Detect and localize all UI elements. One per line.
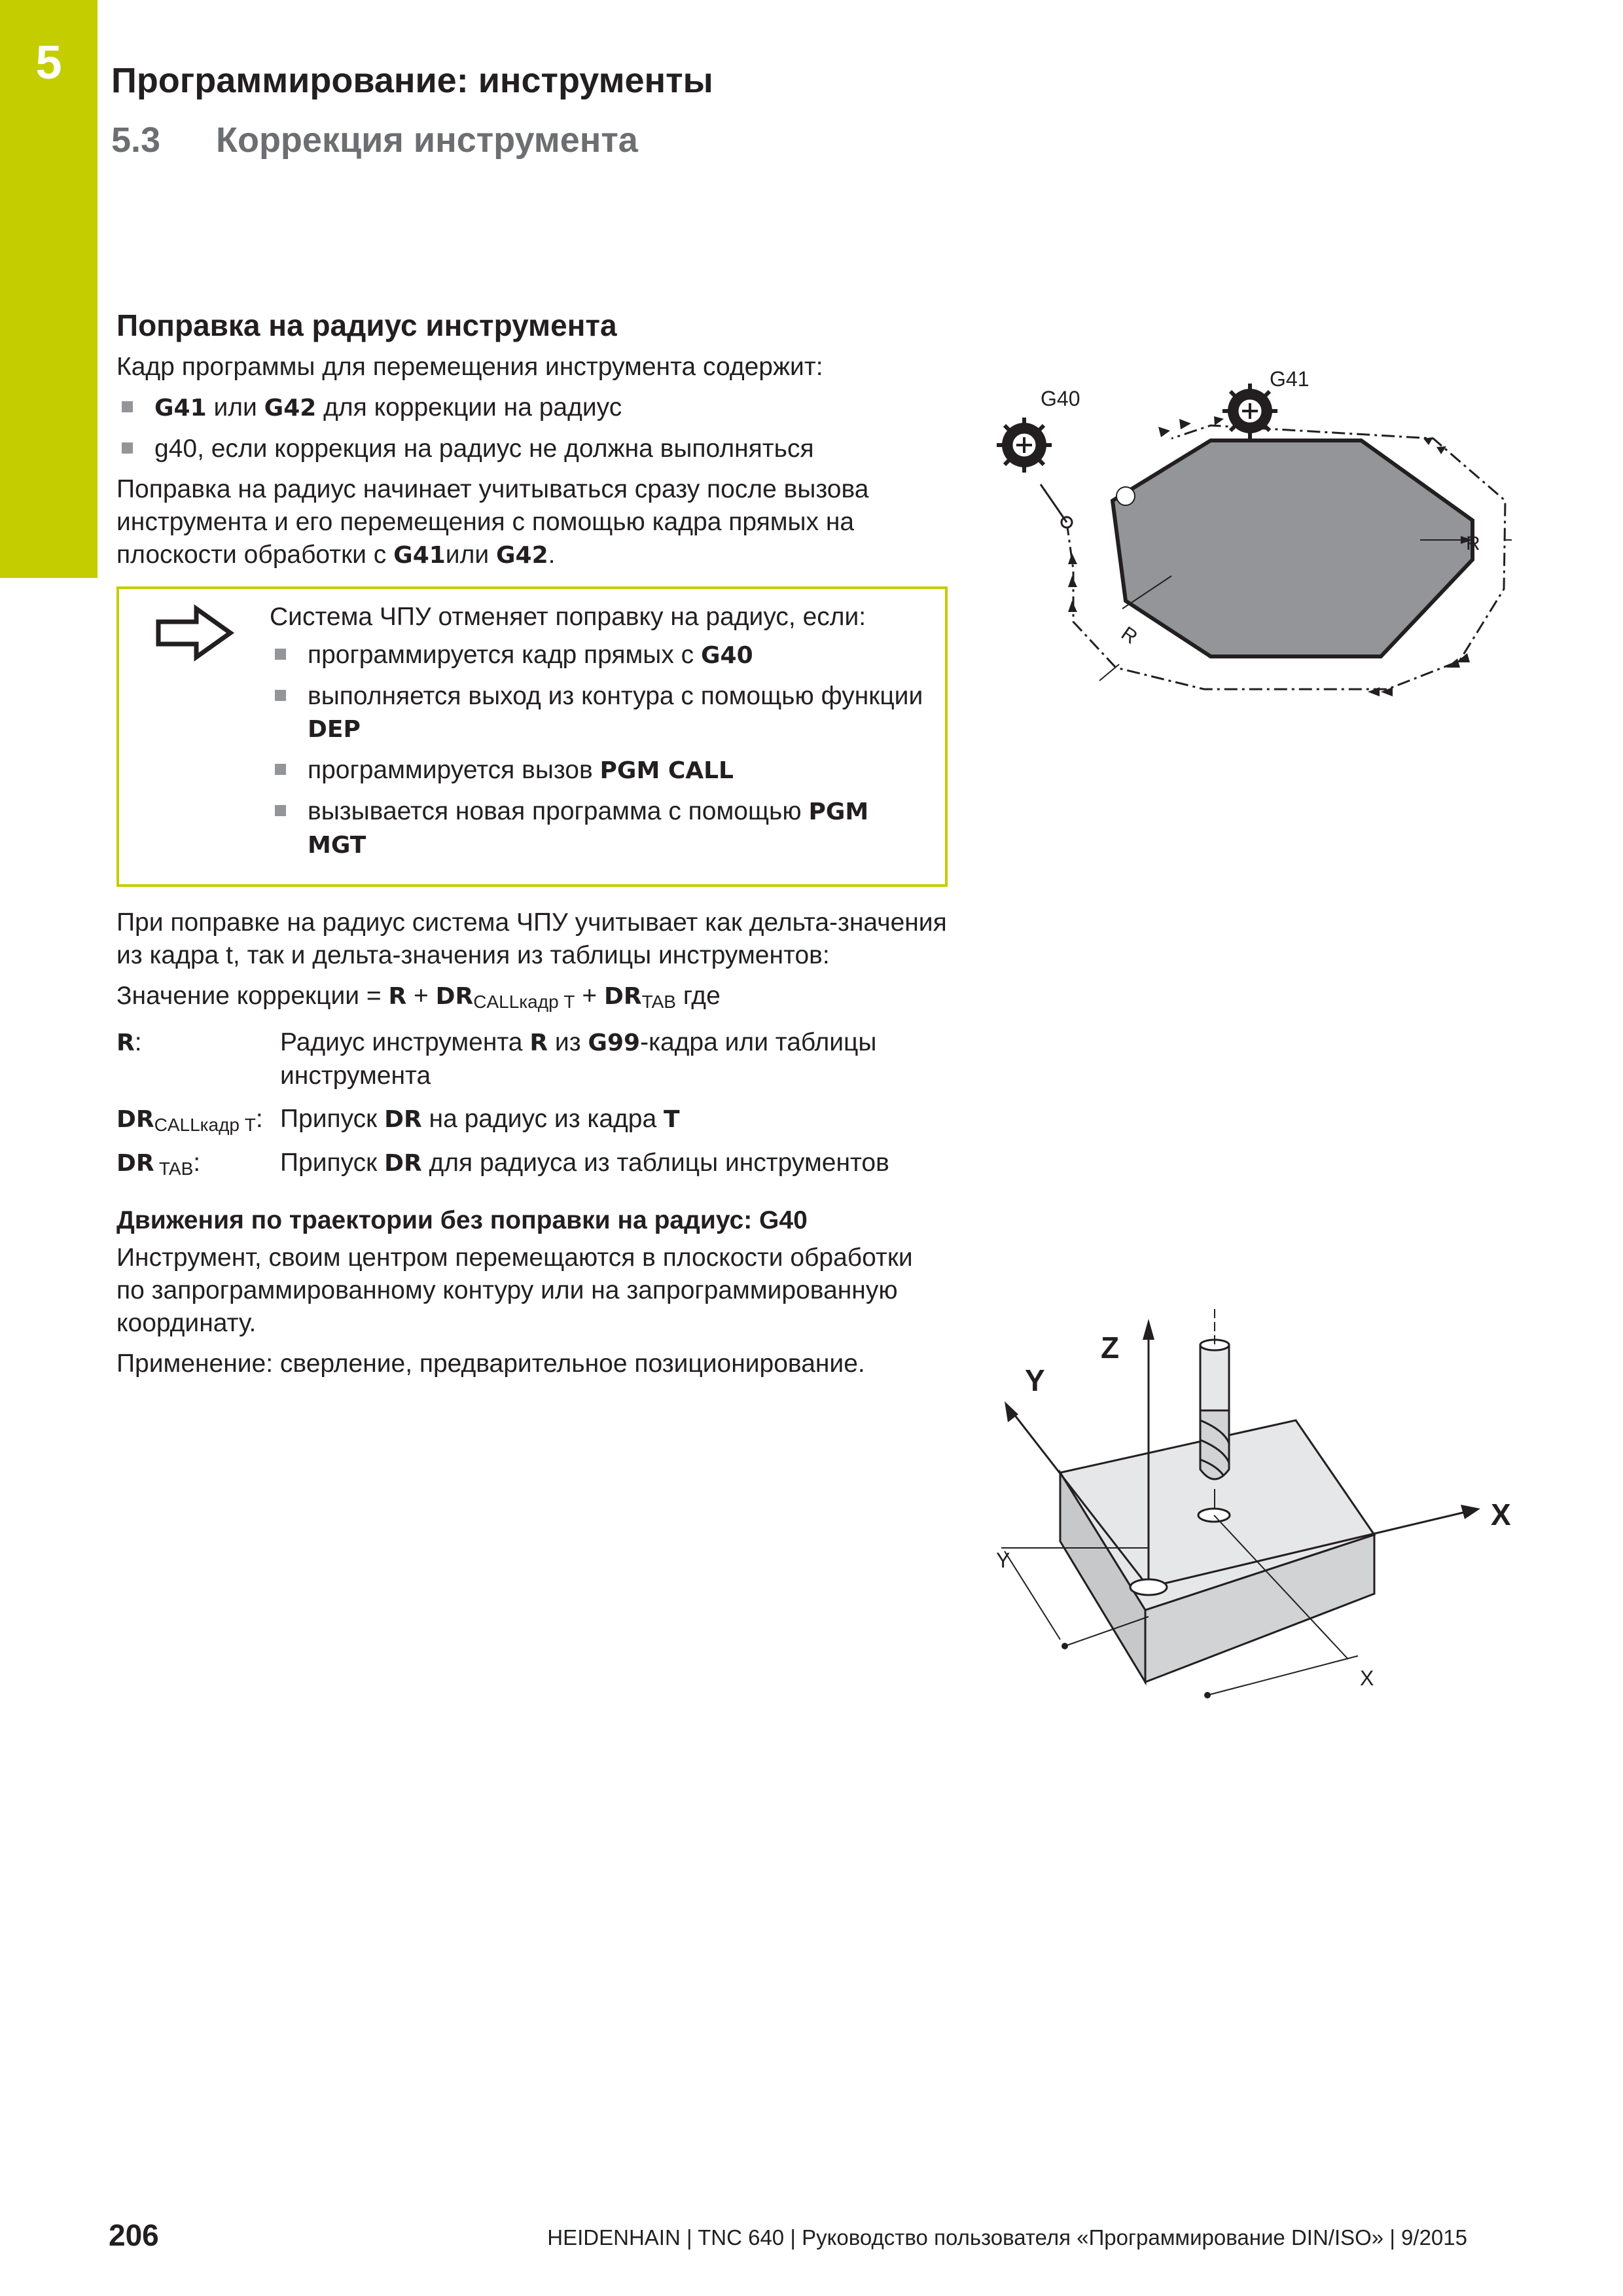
definition-term xyxy=(116,1103,263,1136)
label-r: R xyxy=(1466,533,1480,554)
label-g40: G40 xyxy=(1041,387,1080,410)
list-item xyxy=(116,391,948,425)
dimension-line-y xyxy=(1005,1551,1060,1640)
desc-text: Припуск xyxy=(280,1105,385,1133)
formula-text: + xyxy=(575,982,604,1010)
code-term: R xyxy=(529,1030,548,1056)
workpiece-axes-diagram xyxy=(982,1299,1544,1718)
paragraph-text: . xyxy=(548,541,556,569)
bullet-text: или xyxy=(206,393,264,422)
note-list xyxy=(270,639,932,862)
approach-line xyxy=(1041,484,1067,522)
code-term: G40 xyxy=(701,642,753,669)
code-term: DR xyxy=(604,983,642,1010)
formula xyxy=(116,980,948,1013)
code-term: G41 xyxy=(393,542,446,569)
corner-marker xyxy=(1116,487,1135,505)
code-term: DR xyxy=(384,1150,422,1177)
code-term: DR xyxy=(116,1106,154,1133)
label-g41: G41 xyxy=(1270,367,1310,391)
formula-text: Значение коррекции = xyxy=(116,982,389,1010)
note-text: программируется кадр прямых с xyxy=(308,641,701,669)
section-heading xyxy=(111,120,638,160)
z-axis-arrow xyxy=(1143,1319,1154,1340)
subscript: TAB xyxy=(154,1158,194,1179)
chapter-title: Программирование: инструменты xyxy=(111,61,713,100)
definition-row xyxy=(116,1103,948,1136)
subscript: CALLкадр T xyxy=(154,1115,256,1135)
subscript: CALLкадр T xyxy=(473,992,575,1012)
bullet-text: для коррекции на радиус xyxy=(316,393,622,422)
desc-text: из xyxy=(548,1028,588,1056)
code-term: DR xyxy=(116,1150,154,1177)
intro-paragraph: Кадр программы для перемещения инструмента содержит: xyxy=(116,353,823,381)
code-term: R xyxy=(388,983,407,1010)
dimension-point xyxy=(1204,1692,1211,1698)
axis-label-z: Z xyxy=(1101,1331,1120,1365)
label-r: R xyxy=(1117,622,1141,649)
paragraph: Применение: сверление, предварительное позиционирование. xyxy=(116,1350,865,1378)
code-term: DR xyxy=(384,1106,422,1133)
desc-text: Радиус инструмента xyxy=(280,1028,530,1056)
dimension-label-y: Y xyxy=(996,1549,1010,1572)
formula-text: где xyxy=(676,982,721,1010)
dimension-label-x: X xyxy=(1360,1666,1374,1690)
milling-cutter-icon xyxy=(997,418,1052,473)
paragraph-text: или xyxy=(445,541,496,569)
dimension-line-x xyxy=(1207,1656,1358,1695)
list-item xyxy=(270,680,932,746)
right-arrow-icon xyxy=(153,603,238,662)
term-colon: : xyxy=(255,1105,263,1133)
y-axis-arrow xyxy=(1005,1401,1018,1422)
axis-label-x: X xyxy=(1491,1498,1511,1532)
code-term: G99 xyxy=(588,1030,641,1056)
milling-cutter-icon xyxy=(1222,384,1277,439)
formula-text: + xyxy=(406,982,436,1010)
definition-term xyxy=(116,1026,142,1060)
list-item xyxy=(116,433,948,465)
bullet-list xyxy=(116,391,948,465)
code-term: G42 xyxy=(495,542,548,569)
code-term: G41 xyxy=(154,395,207,422)
desc-text: на радиус из кадра xyxy=(421,1105,664,1133)
axis-label-y: Y xyxy=(1025,1363,1045,1397)
paragraph: Инструмент, своим центром перемещаются в плоскости обработки по запрограммированному контуру или на запрограммированную координату. xyxy=(116,1244,913,1337)
section-title: Коррекция инструмента xyxy=(216,120,638,160)
desc-text: -кадра или таблицы инструмента xyxy=(280,1028,877,1090)
paragraph: При поправке на радиус система ЧПУ учитывает как дельта-значения из кадра t, так и дельта-значения из таблицы инструментов: xyxy=(116,908,947,969)
definition-description xyxy=(280,1026,948,1092)
hole-origin xyxy=(1130,1579,1167,1595)
note-text: программируется вызов xyxy=(308,756,600,784)
radius-compensation-diagram xyxy=(975,353,1525,733)
desc-text: Припуск xyxy=(280,1149,385,1177)
term-colon: : xyxy=(193,1149,201,1177)
term-colon: : xyxy=(134,1028,142,1056)
definition-description xyxy=(280,1147,948,1180)
note-text: вызывается новая программа с помощью xyxy=(308,797,809,825)
chapter-number: 5 xyxy=(35,37,62,89)
code-term: T xyxy=(664,1106,680,1133)
list-item xyxy=(270,795,932,862)
subscript: TAB xyxy=(641,992,676,1012)
subsection-heading: Движения по траектории без поправки на радиус: G40 xyxy=(116,1206,808,1234)
definition-term xyxy=(116,1147,200,1180)
note-lead: Система ЧПУ отменяет поправку на радиус, если: xyxy=(270,603,866,631)
main-text-column xyxy=(116,306,948,1388)
bullet-text: g40, если коррекция на радиус не должна выполняться xyxy=(154,435,814,463)
code-term: DEP xyxy=(308,716,361,743)
definition-row xyxy=(116,1026,948,1092)
note-text: выполняется выход из контура с помощью функции xyxy=(308,682,923,710)
footer-text: HEIDENHAIN | TNC 640 | Руководство пользователя «Программирование DIN/ISO» | 9/2015 xyxy=(547,2225,1467,2250)
paragraph-text: Поправка на радиус начинает учитываться сразу после вызова инструмента и его перемещения с помощью кадра прямых на плоскости обработки с xyxy=(116,475,869,569)
list-item xyxy=(270,639,932,672)
list-item xyxy=(270,754,932,787)
code-term: PGM CALL xyxy=(599,757,734,784)
definition-description xyxy=(280,1103,948,1136)
section-number: 5.3 xyxy=(111,120,161,160)
code-term: G42 xyxy=(264,395,317,422)
paragraph xyxy=(116,473,948,572)
contour-shape xyxy=(1113,440,1472,656)
code-term: DR xyxy=(435,983,474,1010)
code-term: R xyxy=(116,1030,135,1056)
note-box xyxy=(116,586,948,887)
code-term: PGM MGT xyxy=(308,798,869,859)
page-number: 206 xyxy=(109,2218,159,2252)
section-subheading: Поправка на радиус инструмента xyxy=(116,308,617,342)
definition-row xyxy=(116,1147,948,1180)
desc-text: для радиуса из таблицы инструментов xyxy=(421,1149,889,1177)
dimension-line xyxy=(1099,664,1119,681)
x-axis-arrow xyxy=(1461,1505,1480,1519)
